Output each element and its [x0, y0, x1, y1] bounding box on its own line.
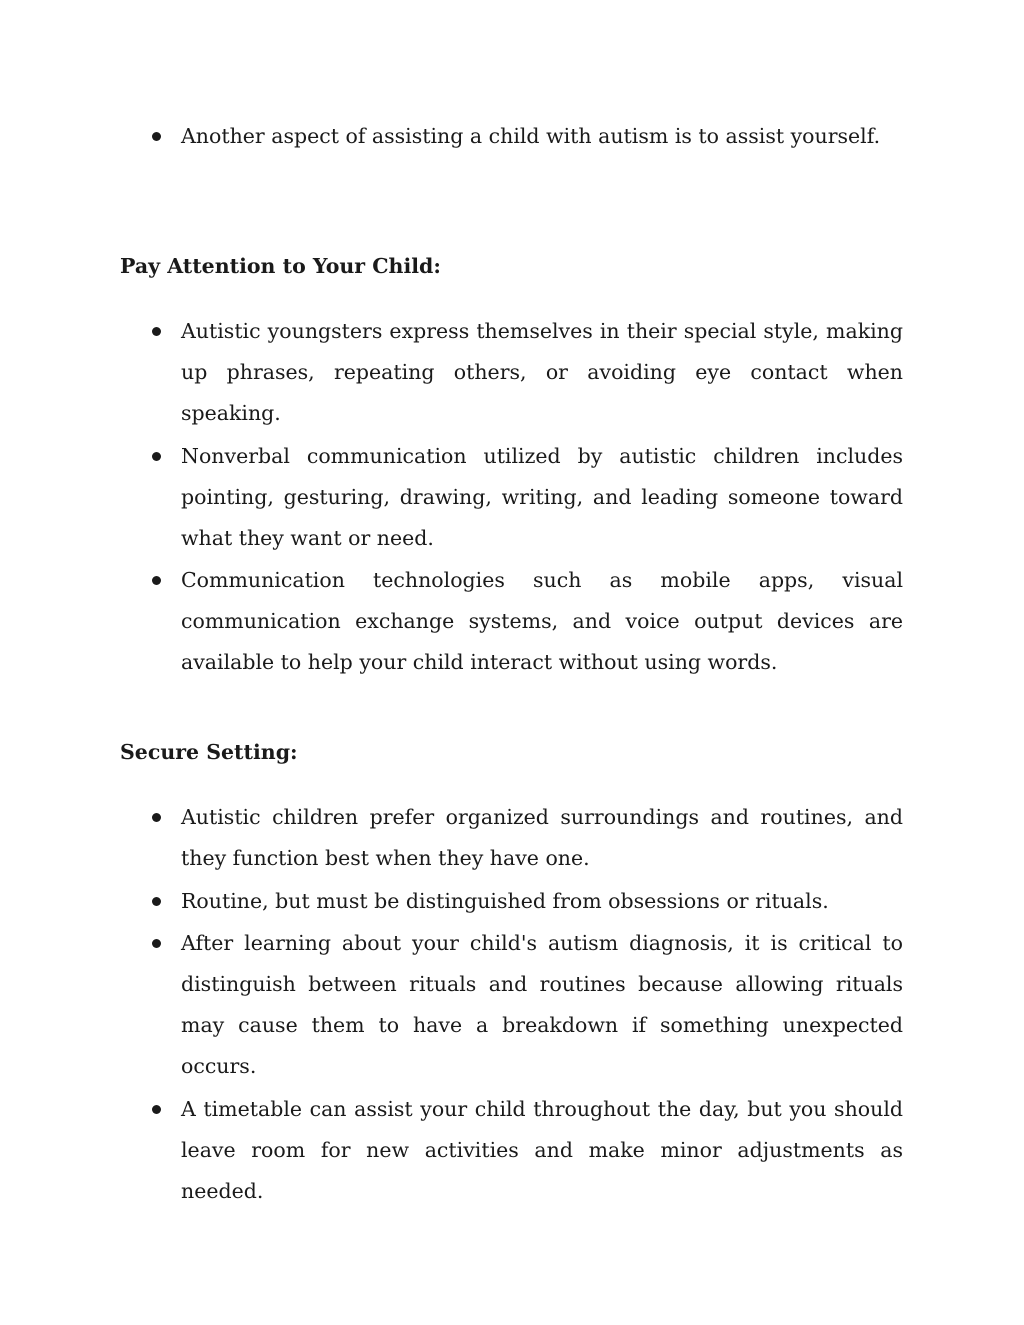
pay-attention-list-block [120, 311, 903, 685]
pay-attention-bullet-list [120, 311, 903, 683]
list-item-text: Nonverbal communication utilized by autistic children includes pointing, gesturing, drawing, writing, and leading someone toward what they want or need. [181, 443, 903, 550]
list-item [120, 923, 903, 1087]
intro-list-block [120, 116, 903, 159]
bullet-icon [152, 1105, 161, 1114]
bullet-icon [152, 327, 161, 336]
section-heading-pay-attention: Pay Attention to Your Child: [120, 254, 441, 278]
list-item-text: Communication technologies such as mobile apps, visual communication exchange systems, and voice output devices are available to help your child interact without using words. [181, 568, 903, 674]
bullet-icon [152, 939, 161, 948]
list-item [120, 797, 903, 879]
list-item-text: Autistic children prefer organized surroundings and routines, and they function best when they have one. [181, 805, 903, 870]
list-item-text: Routine, but must be distinguished from obsessions or rituals. [181, 888, 829, 913]
list-item [120, 881, 903, 922]
secure-setting-list-block [120, 797, 903, 1213]
intro-bullet-list [120, 116, 903, 157]
bullet-icon [152, 452, 161, 461]
list-item [120, 560, 903, 683]
list-item-text: Autistic youngsters express themselves in their special style, making up phrases, repeating others, or avoiding eye contact when speaking. [181, 319, 903, 425]
list-item-text: After learning about your child's autism diagnosis, it is critical to distinguish between rituals and routines because allowing rituals may cause them to have a breakdown if something unexpected occurs. [181, 931, 903, 1078]
list-item-text: Another aspect of assisting a child with autism is to assist yourself. [181, 124, 881, 148]
bullet-icon [152, 813, 161, 822]
bullet-icon [152, 132, 161, 141]
secure-setting-bullet-list [120, 797, 903, 1212]
bullet-icon [152, 897, 161, 906]
list-item [120, 311, 903, 434]
section-heading-secure-setting: Secure Setting: [120, 740, 298, 764]
bullet-icon [152, 576, 161, 585]
list-item-text: A timetable can assist your child throughout the day, but you should leave room for new activities and make minor adjustments as needed. [181, 1096, 903, 1203]
list-item [120, 436, 903, 559]
list-item [120, 1089, 903, 1212]
list-item [120, 116, 903, 157]
